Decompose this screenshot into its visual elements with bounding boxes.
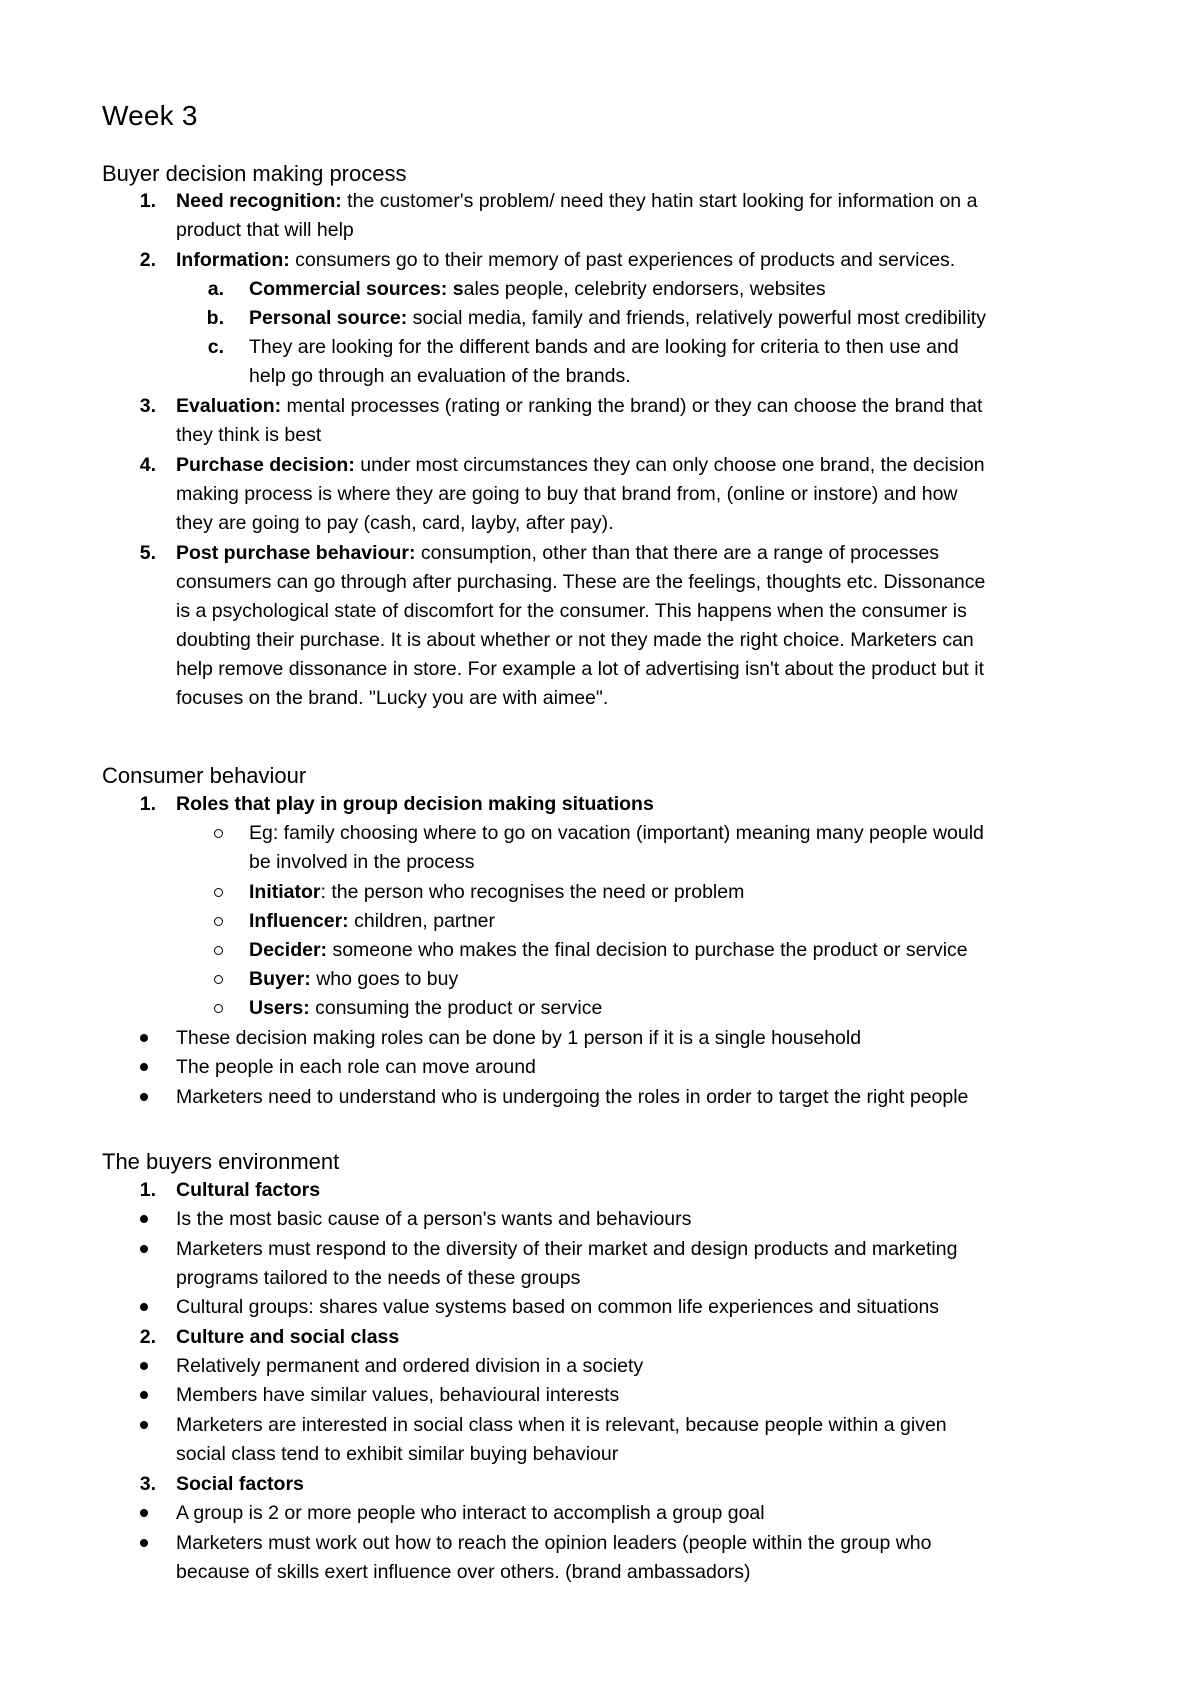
list-item-text: making process is where they are going to buy that brand from, (online or instore) and how [176, 483, 958, 505]
list-item-text: consumers can go through after purchasing. These are the feelings, thoughts etc. Dissonance [176, 571, 986, 593]
list-number: 4. [139, 454, 156, 476]
bullet-icon [140, 1245, 148, 1253]
bullet-item-text: Cultural groups: shares value systems based on common life experiences and situations [176, 1296, 940, 1318]
page-title: Week 3 [102, 100, 198, 131]
role-item-text: Influencer: children, partner [249, 910, 496, 932]
list-number: 5. [139, 542, 156, 564]
list-item-text: Evaluation: mental processes (rating or ranking the brand) or they can choose the brand that [176, 395, 983, 417]
role-item-text: Eg: family choosing where to go on vacation (important) meaning many people would [249, 822, 984, 844]
bullet-icon [140, 1034, 148, 1042]
bullet-icon [140, 1362, 148, 1370]
bullet-item-text: These decision making roles can be done by 1 person if it is a single household [176, 1027, 862, 1049]
role-item-text: be involved in the process [249, 851, 475, 873]
list-item-text: Post purchase behaviour: consumption, other than that there are a range of processes [176, 542, 940, 564]
bullet-icon [140, 1303, 148, 1311]
list-item-text: doubting their purchase. It is about whether or not they made the right choice. Marketers can [176, 629, 974, 651]
list-item-text: Cultural factors [176, 1179, 321, 1201]
list-item-text: help remove dissonance in store. For example a lot of advertising isn't about the product but it [176, 658, 985, 680]
hollow-bullet-icon [214, 1004, 223, 1013]
list-number: 2. [139, 1326, 156, 1348]
role-item-text: Buyer: who goes to buy [249, 968, 459, 990]
bullet-item-text: Members have similar values, behavioural interests [176, 1384, 620, 1406]
list-item-text: product that will help [176, 219, 354, 241]
list-item-text: Roles that play in group decision making situations [176, 793, 654, 815]
bullet-icon [140, 1093, 148, 1101]
sub-list-item-text: Personal source: social media, family and friends, relatively powerful most credibility [249, 307, 986, 329]
bullet-item-text: programs tailored to the needs of these groups [176, 1267, 581, 1289]
list-number: 1. [139, 190, 156, 212]
bullet-item-text: A group is 2 or more people who interact to accomplish a group goal [176, 1502, 765, 1524]
sub-list-item-text: help go through an evaluation of the brands. [249, 365, 631, 387]
list-item-text: is a psychological state of discomfort for the consumer. This happens when the consumer is [176, 600, 967, 622]
role-item-text: Decider: someone who makes the final decision to purchase the product or service [249, 939, 968, 961]
list-item-text: Social factors [176, 1473, 304, 1495]
list-item-text: they think is best [176, 424, 322, 446]
hollow-bullet-icon [214, 946, 223, 955]
sub-list-item-text: Commercial sources: sales people, celebrity endorsers, websites [249, 278, 826, 300]
heading-buyers-environment: The buyers environment [102, 1149, 340, 1174]
sub-list-letter: c. [207, 336, 224, 358]
hollow-bullet-icon [214, 829, 223, 838]
list-item-text: Culture and social class [176, 1326, 400, 1348]
list-item-text: Purchase decision: under most circumstances they can only choose one brand, the decision [176, 454, 985, 476]
hollow-bullet-icon [214, 975, 223, 984]
bullet-item-text: social class tend to exhibit similar buying behaviour [176, 1443, 619, 1465]
bullet-item-text: Relatively permanent and ordered division in a society [176, 1355, 644, 1377]
bullet-item-text: Is the most basic cause of a person's wants and behaviours [176, 1208, 692, 1230]
bullet-item-text: because of skills exert influence over others. (brand ambassadors) [176, 1561, 751, 1583]
list-item-text: they are going to pay (cash, card, layby, after pay). [176, 512, 614, 534]
bullet-icon [140, 1063, 148, 1071]
bullet-icon [140, 1539, 148, 1547]
bullet-item-text: Marketers must respond to the diversity of their market and design products and marketing [176, 1238, 958, 1260]
list-number: 2. [139, 249, 156, 271]
hollow-bullet-icon [214, 888, 223, 897]
sub-list-letter: b. [206, 307, 224, 329]
bullet-item-text: Marketers need to understand who is undergoing the roles in order to target the right people [176, 1086, 969, 1108]
list-item-text: Need recognition: the customer's problem/ need they hatin start looking for information on a [176, 190, 978, 212]
role-item-text: Initiator: the person who recognises the need or problem [249, 881, 745, 903]
role-item-text: Users: consuming the product or service [249, 997, 603, 1019]
bullet-icon [140, 1421, 148, 1429]
bullet-icon [140, 1391, 148, 1399]
sub-list-letter: a. [207, 278, 224, 300]
bullet-item-text: Marketers must work out how to reach the opinion leaders (people within the group who [176, 1532, 932, 1554]
list-number: 3. [139, 1473, 156, 1495]
sub-list-item-text: They are looking for the different bands and are looking for criteria to then use and [249, 336, 959, 358]
heading-buyer-decision-making-process: Buyer decision making process [102, 161, 407, 186]
list-number: 1. [139, 793, 156, 815]
list-item-text: Information: consumers go to their memory of past experiences of products and services. [176, 249, 956, 271]
bullet-item-text: The people in each role can move around [176, 1056, 536, 1078]
heading-consumer-behaviour: Consumer behaviour [102, 763, 307, 788]
bullet-icon [140, 1215, 148, 1223]
list-item-text: focuses on the brand. "Lucky you are with aimee". [176, 687, 609, 709]
list-number: 1. [139, 1179, 156, 1201]
hollow-bullet-icon [214, 917, 223, 926]
bullet-item-text: Marketers are interested in social class when it is relevant, because people within a given [176, 1414, 947, 1436]
list-number: 3. [139, 395, 156, 417]
bullet-icon [140, 1509, 148, 1517]
